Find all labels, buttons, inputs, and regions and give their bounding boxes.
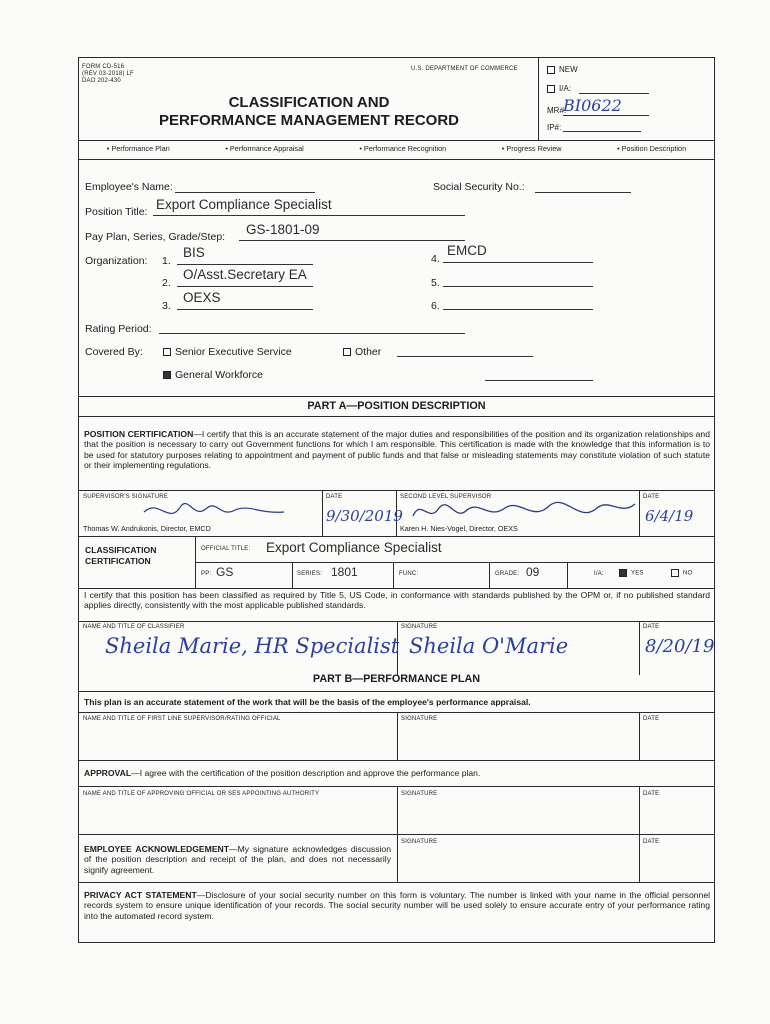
- record-type-tabs: [79, 144, 714, 153]
- approving-signature-label: SIGNATURE: [401, 791, 438, 797]
- position-title-label: Position Title:: [85, 206, 148, 218]
- form-number: FORM CD-516: [82, 64, 125, 70]
- org-5-number: 5.: [431, 277, 440, 289]
- position-certification: [84, 429, 710, 471]
- acknowledgement-text: —My signature acknowledges discussion of the position description and receipt of the plan, and does not necessarily signify agreement.: [84, 844, 391, 875]
- plan-statement: This plan is an accurate statement of the work that will be the basis of the employee's performance appraisal.: [84, 697, 531, 707]
- ia-no-label: NO: [683, 570, 693, 577]
- org-3-value: OEXS: [183, 290, 221, 305]
- acknowledgement-title: EMPLOYEE ACKNOWLEDGEMENT: [84, 844, 230, 854]
- org-5-field[interactable]: [443, 286, 593, 287]
- part-a-heading: PART A—POSITION DESCRIPTION: [307, 400, 486, 412]
- ip-label: IP#:: [547, 123, 562, 132]
- classifier-date-value: 8/20/19: [645, 636, 715, 657]
- org-4-number: 4.: [431, 253, 440, 265]
- org-1-value: BIS: [183, 245, 205, 260]
- official-title-label: OFFICIAL TITLE:: [201, 546, 251, 552]
- other-label: Other: [355, 346, 382, 358]
- organization-label: Organization:: [85, 255, 148, 267]
- org-1-number: 1.: [162, 255, 171, 267]
- ia-no-checkbox[interactable]: [671, 569, 679, 577]
- second-level-date-value: 6/4/19: [645, 507, 694, 525]
- ia-yes-label: YES: [631, 570, 644, 577]
- official-title-value: Export Compliance Specialist: [266, 540, 442, 555]
- form-dao: DAO 202-430: [82, 78, 121, 84]
- form-id-block: [82, 64, 134, 85]
- supervisor-signature-label: SUPERVISOR'S SIGNATURE: [83, 494, 169, 500]
- pay-plan-value: GS-1801-09: [246, 222, 320, 237]
- ia-checkbox[interactable]: [547, 85, 555, 93]
- tab-position-description[interactable]: • Position Description: [617, 144, 687, 153]
- approving-date-label: DATE: [643, 791, 660, 797]
- func-label: FUNC:: [399, 571, 419, 577]
- org-3-number: 3.: [162, 300, 171, 312]
- ia-yes-checkbox[interactable]: [619, 569, 627, 577]
- second-level-date-label: DATE: [643, 494, 660, 500]
- new-option[interactable]: [547, 65, 578, 74]
- org-6-field[interactable]: [443, 309, 593, 310]
- classifier-label: NAME AND TITLE OF CLASSIFIER: [83, 624, 185, 630]
- part-b-heading: PART B—PERFORMANCE PLAN: [312, 673, 481, 685]
- series-label: SERIES:: [297, 571, 323, 577]
- approving-official-label: NAME AND TITLE OF APPROVING OFFICIAL OR SES APPOINTING AUTHORITY: [83, 791, 320, 797]
- approval-statement: [84, 768, 710, 778]
- ia-label: I/A:: [559, 84, 572, 93]
- grade-label: GRADE:: [495, 571, 520, 577]
- ses-checkbox[interactable]: [163, 348, 171, 356]
- classification-certification-label: CLASSIFICATION CERTIFICATION: [85, 545, 157, 566]
- other-checkbox[interactable]: [343, 348, 351, 356]
- position-title-value: Export Compliance Specialist: [156, 197, 332, 212]
- ssn-field[interactable]: [535, 192, 631, 193]
- ia-yes-option[interactable]: [619, 569, 644, 577]
- employee-acknowledgement: [84, 844, 391, 875]
- general-workforce-checkbox[interactable]: [163, 371, 171, 379]
- privacy-act-statement: [84, 890, 710, 921]
- org-2-number: 2.: [162, 277, 171, 289]
- title-line-2: PERFORMANCE MANAGEMENT RECORD: [159, 112, 459, 129]
- classifier-date-label: DATE: [643, 624, 660, 630]
- ia-class-label: I/A:: [594, 571, 604, 577]
- position-certification-title: POSITION CERTIFICATION: [84, 429, 194, 439]
- position-certification-text: —I certify that this is an accurate statement of the major duties and responsibilities of the position and its organization relationships and that the position is necessary to carry out Government functions for which I am responsible. This certification is made with the knowledge that this information is to be used for statutory purposes relating to appointment and payment of public funds and that false or misleading statements may constitute violation of such statute or their implementing regulations.: [84, 429, 710, 471]
- approval-title: APPROVAL: [84, 768, 132, 778]
- second-level-label: SECOND LEVEL SUPERVISOR: [400, 494, 492, 500]
- tab-performance-plan[interactable]: • Performance Plan: [106, 144, 170, 153]
- department-label: U.S. DEPARTMENT OF COMMERCE: [411, 66, 518, 72]
- privacy-text: —Disclosure of your social security number on this form is voluntary. The number is linked with your name in the official personnel records system to ensure unique identification of your records. The social security number will be used solely to ensure accurate entry of your performance rating into the automated record system.: [84, 890, 711, 921]
- ssn-label: Social Security No.:: [433, 181, 525, 193]
- mr-label: MR#:: [547, 106, 567, 115]
- approval-text: —I agree with the certification of the position description and approve the performance plan.: [131, 768, 481, 778]
- other-option[interactable]: [343, 346, 381, 358]
- form-revision: (REV 03-2018) LF: [82, 71, 134, 77]
- employee-signature-label: SIGNATURE: [401, 839, 438, 845]
- rating-period-label: Rating Period:: [85, 323, 152, 335]
- privacy-title: PRIVACY ACT STATEMENT: [84, 890, 197, 900]
- title-line-1: CLASSIFICATION AND: [228, 94, 390, 111]
- employee-date-label: DATE: [643, 839, 660, 845]
- page-title: [79, 94, 539, 130]
- ia-option[interactable]: [547, 84, 571, 93]
- supervisor-date-value: 9/30/2019: [326, 507, 403, 525]
- rating-period-field[interactable]: [159, 333, 465, 334]
- first-line-supervisor-label: NAME AND TITLE OF FIRST LINE SUPERVISOR/RATING OFFICIAL: [83, 716, 281, 722]
- first-line-signature-label: SIGNATURE: [401, 716, 438, 722]
- pay-plan-label: Pay Plan, Series, Grade/Step:: [85, 231, 226, 243]
- supervisor-date-label: DATE: [326, 494, 343, 500]
- mr-value: BI0622: [563, 96, 622, 115]
- tab-progress-review[interactable]: • Progress Review: [501, 144, 562, 153]
- new-checkbox[interactable]: [547, 66, 555, 74]
- classification-form: [78, 57, 715, 943]
- first-line-date-label: DATE: [643, 716, 660, 722]
- covered-by-label: Covered By:: [85, 346, 143, 358]
- supervisor-name: Thomas W. Andrukonis, Director, EMCD: [83, 524, 211, 533]
- org-2-value: O/Asst.Secretary EA: [183, 267, 307, 282]
- tab-performance-recognition[interactable]: • Performance Recognition: [359, 144, 447, 153]
- general-workforce-option[interactable]: [163, 369, 263, 381]
- series-value: 1801: [331, 565, 358, 579]
- grade-value: 09: [526, 565, 540, 579]
- tab-performance-appraisal[interactable]: • Performance Appraisal: [225, 144, 304, 153]
- pp-label: PP:: [201, 571, 212, 577]
- employee-name-label: Employee's Name:: [85, 181, 173, 193]
- second-level-name: Karen H. Nies-Vogel, Director, OEXS: [400, 524, 518, 533]
- employee-name-field[interactable]: [175, 192, 315, 193]
- other-field[interactable]: [397, 356, 533, 357]
- classifier-signature: Sheila O'Marie: [409, 634, 569, 658]
- pp-value: GS: [216, 565, 234, 579]
- ses-option[interactable]: [163, 346, 292, 358]
- org-6-number: 6.: [431, 300, 440, 312]
- supervisor-signature: [139, 498, 289, 526]
- org-4-value: EMCD: [447, 243, 487, 258]
- ia-no-option[interactable]: [671, 569, 692, 577]
- classifier-signature-label: SIGNATURE: [401, 624, 438, 630]
- ses-label: Senior Executive Service: [175, 346, 292, 358]
- classifier-value: Sheila Marie, HR Specialist: [105, 634, 400, 658]
- new-label: NEW: [559, 65, 578, 74]
- classification-statement: I certify that this position has been classified as required by Title 5, US Code, in conformance with standards published by the OPM or, if no published standard applies directly, consistently with the most applicable published standards.: [84, 590, 710, 611]
- general-workforce-label: General Workforce: [175, 369, 263, 381]
